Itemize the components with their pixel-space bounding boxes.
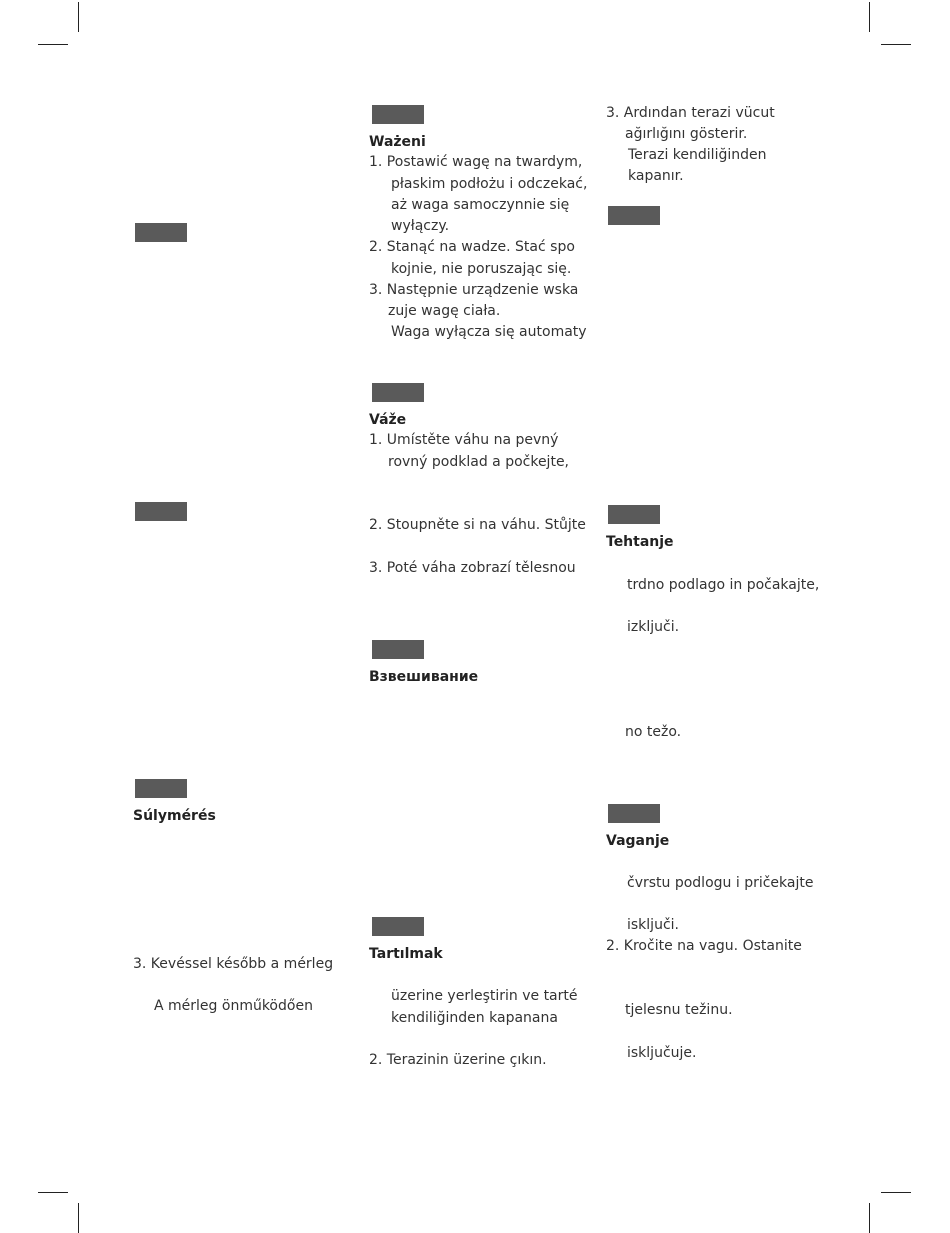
crop-mark-bottom-right-v	[869, 1203, 870, 1233]
language-tab-middle-2	[372, 383, 424, 402]
body-line: čvrstu podlogu i pričekajte	[627, 875, 814, 891]
body-line: 2. Stanąć na wadze. Stać spo	[369, 239, 575, 255]
body-line: Terazi kendiliğinden	[628, 147, 767, 163]
crop-mark-bottom-right-h	[881, 1192, 911, 1193]
section-heading-wazeni: Ważeni	[369, 134, 426, 150]
language-tab-right-2	[608, 505, 660, 524]
body-line: wyłączy.	[391, 218, 450, 234]
body-line: kendiliğinden kapanana	[391, 1010, 558, 1026]
body-line: 2. Kročite na vagu. Ostanite	[606, 938, 802, 954]
language-tab-left-3	[135, 779, 187, 798]
section-heading-tehtanje: Tehtanje	[606, 534, 674, 550]
body-line: 3. Kevéssel később a mérleg	[133, 956, 334, 972]
body-line: kapanır.	[628, 168, 684, 184]
crop-mark-top-left-h	[38, 44, 68, 45]
crop-mark-bottom-left-v	[78, 1203, 79, 1233]
crop-mark-bottom-left-h	[38, 1192, 68, 1193]
crop-mark-top-left-v	[78, 2, 79, 32]
body-line: rovný podklad a počkejte,	[388, 454, 570, 470]
body-line: płaskim podłożu i odczekać,	[391, 176, 588, 192]
body-line: 2. Stoupněte si na váhu. Stůjte	[369, 517, 586, 533]
section-heading-vzveshivanie: Взвешивание	[369, 669, 479, 685]
body-line: no težo.	[625, 724, 682, 740]
body-line: isključi.	[627, 917, 679, 933]
body-line: aż waga samoczynnie się	[391, 197, 570, 213]
body-line: 3. Ardından terazi vücut	[606, 105, 775, 121]
body-line: A mérleg önműködően	[154, 998, 313, 1014]
body-line: Waga wyłącza się automaty	[391, 324, 587, 340]
crop-mark-top-right-v	[869, 2, 870, 32]
section-heading-vaganje: Vaganje	[606, 833, 670, 849]
language-tab-right-1	[608, 206, 660, 225]
body-line: izključi.	[627, 619, 680, 635]
body-line: 3. Następnie urządzenie wska	[369, 282, 579, 298]
language-tab-left-2	[135, 502, 187, 521]
section-heading-tartilmak: Tartılmak	[369, 946, 443, 962]
body-line: 2. Terazinin üzerine çıkın.	[369, 1052, 547, 1068]
body-line: kojnie, nie poruszając się.	[391, 261, 572, 277]
body-line: üzerine yerleştirin ve tarté	[391, 988, 578, 1004]
body-line: tjelesnu težinu.	[625, 1002, 733, 1018]
section-heading-vaze: Váže	[369, 412, 407, 428]
language-tab-left-1	[135, 223, 187, 242]
body-line: 1. Postawić wagę na twardym,	[369, 154, 583, 170]
body-line: trdno podlago in počakajte,	[627, 577, 820, 593]
language-tab-middle-4	[372, 917, 424, 936]
body-line: 1. Umístěte váhu na pevný	[369, 432, 559, 448]
body-line: 3. Poté váha zobrazí tělesnou	[369, 560, 576, 576]
body-line: zuje wagę ciała.	[388, 303, 501, 319]
language-tab-middle-3	[372, 640, 424, 659]
section-heading-sulymeres: Súlymérés	[133, 808, 216, 824]
crop-mark-top-right-h	[881, 44, 911, 45]
body-line: isključuje.	[627, 1045, 697, 1061]
language-tab-middle-1	[372, 105, 424, 124]
body-line: ağırlığını gösterir.	[625, 126, 748, 142]
language-tab-right-3	[608, 804, 660, 823]
